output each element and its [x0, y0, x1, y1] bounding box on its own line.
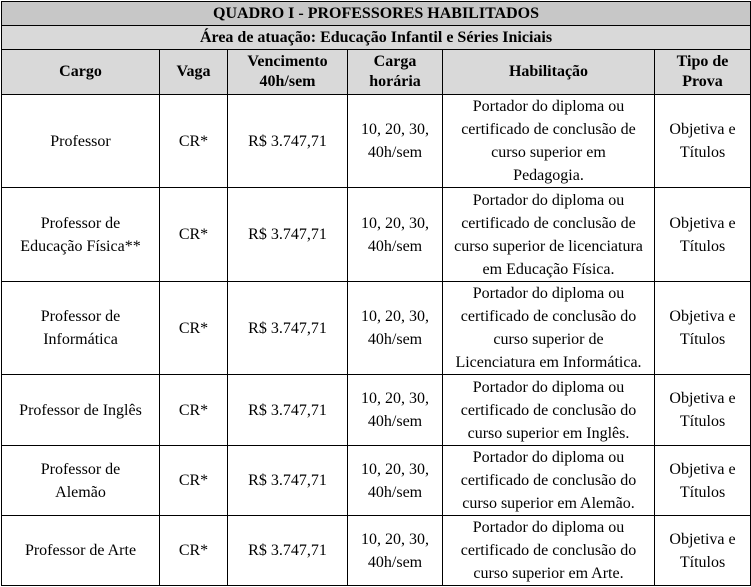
cell-tipo	[655, 375, 751, 446]
cell-vaga	[160, 282, 228, 375]
cell-tipo-line: Títulos	[679, 553, 726, 571]
cell-habilitacao-line: curso superior em	[491, 144, 606, 161]
cell-tipo	[655, 95, 751, 188]
cell-tipo-line: Títulos	[679, 413, 726, 430]
cell-habilitacao-line: certificado de conclusão do	[460, 472, 637, 489]
table-row	[2, 282, 751, 375]
cell-vencimento	[228, 188, 348, 282]
header-vaga-text: Vaga	[176, 63, 211, 80]
cell-cargo-line: Professor de	[40, 214, 121, 232]
cell-cargo-line: Professor de Inglês	[19, 401, 142, 419]
cell-habilitacao-line: Portador do diploma ou	[472, 285, 625, 302]
cell-vaga-text: CR*	[178, 542, 209, 559]
cell-cargo	[2, 188, 160, 282]
cell-habilitacao-line: Portador do diploma ou	[472, 519, 625, 536]
cell-vencimento	[228, 516, 348, 586]
header-vaga	[160, 50, 228, 95]
cell-habilitacao-line: curso superior de licenciatura	[454, 237, 643, 255]
cell-vencimento-text: R$ 3.747,71	[248, 401, 327, 419]
cell-carga-line: 40h/sem	[367, 144, 423, 161]
cell-vaga-text: CR*	[178, 472, 209, 489]
cell-tipo-line: Objetiva e	[669, 214, 736, 232]
professores-table	[1, 1, 751, 586]
cell-habilitacao	[443, 516, 655, 586]
cell-habilitacao-line: curso superior em Inglês.	[467, 424, 630, 442]
cell-tipo	[655, 446, 751, 516]
cell-habilitacao-line: certificado de conclusão de	[461, 214, 636, 232]
cell-habilitacao-line: curso superior em Alemão.	[462, 495, 635, 512]
cell-vaga-text: CR*	[178, 401, 209, 419]
header-vencimento	[228, 50, 348, 95]
cell-carga	[348, 188, 443, 282]
header-habilitacao	[443, 50, 655, 95]
cell-carga	[348, 446, 443, 516]
cell-cargo-line: Professor de Arte	[24, 542, 137, 559]
cell-vencimento	[228, 446, 348, 516]
cell-vencimento	[228, 282, 348, 375]
header-carga-line1: Carga	[373, 53, 417, 70]
cell-vaga	[160, 188, 228, 282]
header-cargo-text: Cargo	[59, 63, 102, 80]
cell-habilitacao-line: Portador do diploma ou	[472, 98, 625, 115]
header-habilitacao-text: Habilitação	[508, 63, 589, 80]
cell-vaga-text: CR*	[178, 226, 209, 243]
cell-cargo-line: Alemão	[55, 483, 106, 501]
cell-carga-line: 10, 20, 30,	[361, 121, 429, 138]
cell-habilitacao-line: curso superior em Arte.	[473, 565, 624, 582]
cell-cargo-line: Informática	[43, 331, 118, 348]
cell-carga	[348, 516, 443, 586]
cell-tipo-line: Objetiva e	[669, 121, 736, 138]
cell-habilitacao	[443, 375, 655, 446]
table-title: QUADRO I - PROFESSORES HABILITADOS	[2, 2, 751, 26]
header-vencimento-line1: Vencimento	[247, 53, 328, 70]
cell-vaga	[160, 446, 228, 516]
cell-tipo-line: Títulos	[679, 331, 726, 348]
cell-habilitacao	[443, 282, 655, 375]
cell-cargo	[2, 375, 160, 446]
cell-carga	[348, 282, 443, 375]
cell-habilitacao-line: curso superior de	[493, 331, 604, 348]
cell-vencimento-text: R$ 3.747,71	[248, 226, 327, 243]
cell-habilitacao-line: em Educação Física.	[482, 260, 615, 278]
cell-tipo	[655, 188, 751, 282]
table-body	[2, 95, 751, 586]
header-vencimento-line2: 40h/sem	[259, 73, 316, 90]
cell-habilitacao-line: Portador do diploma ou	[472, 378, 625, 396]
header-tipo-line1: Tipo de	[676, 53, 729, 70]
cell-vaga	[160, 375, 228, 446]
cell-habilitacao	[443, 446, 655, 516]
cell-habilitacao-line: Pedagogia.	[513, 167, 584, 184]
cell-vencimento-text: R$ 3.747,71	[248, 472, 327, 489]
cell-carga	[348, 95, 443, 188]
cell-habilitacao-line: certificado de conclusão do	[460, 308, 637, 325]
cell-carga-line: 40h/sem	[367, 483, 423, 501]
cell-tipo-line: Objetiva e	[669, 308, 736, 325]
table-row	[2, 516, 751, 586]
cell-cargo	[2, 95, 160, 188]
cell-cargo	[2, 516, 160, 586]
cell-habilitacao-line: certificado de conclusão de	[461, 121, 636, 138]
header-cargo	[2, 50, 160, 95]
cell-cargo-line: Professor de	[40, 460, 121, 478]
cell-carga-line: 40h/sem	[367, 237, 423, 255]
cell-carga-line: 10, 20, 30,	[361, 530, 429, 548]
header-tipo	[655, 50, 751, 95]
cell-cargo	[2, 446, 160, 516]
area-title: Área de atuação: Educação Infantil e Séries Iniciais	[2, 26, 751, 50]
cell-carga-line: 40h/sem	[367, 331, 423, 348]
cell-habilitacao-line: certificado de conclusão do	[460, 542, 637, 559]
cell-carga-line: 10, 20, 30,	[361, 390, 429, 407]
cell-cargo-line: Professor	[50, 132, 111, 150]
cell-vencimento	[228, 375, 348, 446]
cell-tipo-line: Objetiva e	[669, 530, 736, 548]
cell-tipo-line: Títulos	[679, 144, 726, 161]
cell-tipo-line: Objetiva e	[669, 390, 736, 407]
cell-tipo	[655, 516, 751, 586]
cell-vencimento-text: R$ 3.747,71	[248, 319, 327, 337]
header-tipo-line2: Prova	[682, 73, 723, 90]
cell-vaga	[160, 516, 228, 586]
header-carga	[348, 50, 443, 95]
cell-cargo-line: Educação Física**	[20, 237, 141, 255]
table-row	[2, 188, 751, 282]
cell-carga-line: 10, 20, 30,	[361, 460, 429, 478]
cell-tipo-line: Títulos	[679, 237, 726, 255]
cell-carga-line: 40h/sem	[367, 413, 423, 430]
cell-vaga-text: CR*	[178, 319, 209, 337]
cell-carga-line: 10, 20, 30,	[361, 214, 429, 232]
cell-vaga	[160, 95, 228, 188]
table-row	[2, 446, 751, 516]
cell-vencimento	[228, 95, 348, 188]
cell-carga-line: 10, 20, 30,	[361, 308, 429, 325]
cell-tipo-line: Objetiva e	[669, 460, 736, 478]
cell-habilitacao-line: Portador do diploma ou	[472, 191, 625, 209]
cell-tipo	[655, 282, 751, 375]
cell-habilitacao-line: Portador do diploma ou	[472, 449, 625, 466]
cell-vaga-text: CR*	[178, 132, 209, 150]
cell-vencimento-text: R$ 3.747,71	[248, 542, 327, 559]
cell-habilitacao	[443, 95, 655, 188]
table-row	[2, 95, 751, 188]
header-carga-line2: horária	[369, 73, 421, 90]
cell-cargo	[2, 282, 160, 375]
table-row	[2, 375, 751, 446]
cell-habilitacao-line: Licenciatura em Informática.	[455, 354, 642, 371]
cell-carga	[348, 375, 443, 446]
cell-vencimento-text: R$ 3.747,71	[248, 132, 327, 150]
cell-carga-line: 40h/sem	[367, 553, 423, 571]
cell-tipo-line: Títulos	[679, 483, 726, 501]
cell-habilitacao	[443, 188, 655, 282]
cell-habilitacao-line: certificado de conclusão do	[460, 401, 637, 419]
cell-cargo-line: Professor de	[40, 308, 121, 325]
